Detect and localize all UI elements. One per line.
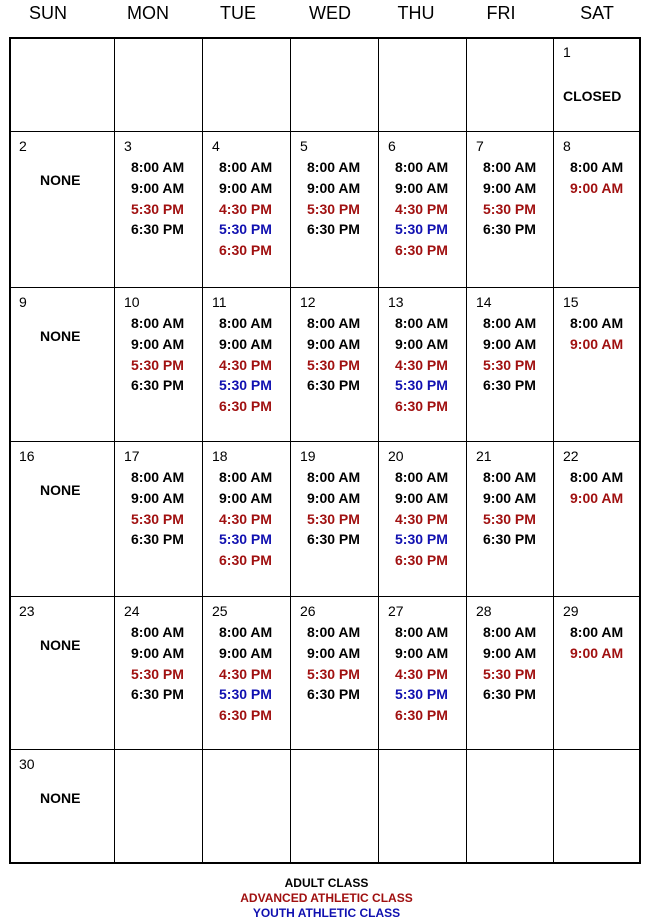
class-time: 8:00 AM [570, 159, 624, 175]
class-time-list [219, 157, 272, 261]
class-time-list [131, 467, 184, 550]
day-number: 25 [212, 603, 228, 619]
class-time: 8:00 AM [307, 315, 361, 331]
class-time: 6:30 PM [483, 531, 536, 548]
class-time: 8:00 AM [307, 469, 361, 485]
grid-row-divider [9, 287, 641, 288]
day-number: 15 [563, 294, 579, 310]
class-time: 6:30 PM [483, 377, 536, 394]
grid-column-divider [553, 37, 554, 864]
day-of-week-header: THU [397, 3, 435, 23]
class-time: 9:00 AM [131, 489, 185, 506]
class-time: 4:30 PM [395, 200, 448, 217]
class-time: 8:00 AM [395, 315, 449, 331]
class-time: 6:30 PM [131, 221, 184, 238]
class-time: 5:30 PM [395, 221, 448, 238]
class-time: 5:30 PM [219, 221, 272, 238]
class-time-list [131, 157, 184, 240]
class-time: 8:00 AM [395, 624, 449, 640]
class-time-list [483, 313, 536, 396]
day-of-week-header: MON [127, 3, 169, 23]
class-time: 5:30 PM [131, 200, 184, 217]
legend-entry: ADVANCED ATHLETIC CLASS [240, 891, 413, 905]
day-number: 3 [124, 138, 132, 154]
day-number: 24 [124, 603, 140, 619]
day-number: 2 [19, 138, 27, 154]
class-time: 9:00 AM [395, 644, 449, 661]
class-time: 5:30 PM [307, 200, 360, 217]
class-time-list [219, 622, 272, 726]
class-time: 8:00 AM [483, 469, 537, 485]
class-time: 6:30 PM [395, 552, 448, 569]
class-time: 9:00 AM [570, 335, 624, 352]
day-number: 26 [300, 603, 316, 619]
class-time-list [483, 622, 536, 705]
class-time: 8:00 AM [395, 159, 449, 175]
day-number: 5 [300, 138, 308, 154]
class-time: 9:00 AM [307, 335, 361, 352]
day-number: 10 [124, 294, 140, 310]
class-time: 5:30 PM [219, 531, 272, 548]
class-time-list [483, 157, 536, 240]
day-number: 1 [563, 44, 571, 60]
day-number: 23 [19, 603, 35, 619]
day-number: 13 [388, 294, 404, 310]
class-time-list [307, 313, 360, 396]
class-time: 8:00 AM [219, 159, 273, 175]
class-time: 6:30 PM [219, 242, 272, 259]
class-time: 6:30 PM [131, 377, 184, 394]
no-classes-label: NONE [40, 790, 81, 806]
day-number: 8 [563, 138, 571, 154]
class-time: 5:30 PM [483, 356, 536, 373]
legend-entry: ADULT CLASS [284, 876, 369, 890]
class-time: 9:00 AM [219, 179, 273, 196]
day-number: 29 [563, 603, 579, 619]
class-time: 6:30 PM [395, 242, 448, 259]
day-number: 27 [388, 603, 404, 619]
class-time: 4:30 PM [395, 665, 448, 682]
class-time-list [570, 313, 623, 355]
day-of-week-header: WED [309, 3, 351, 23]
class-time: 5:30 PM [483, 665, 536, 682]
grid-row-divider [9, 749, 641, 750]
class-time: 9:00 AM [395, 179, 449, 196]
class-time: 8:00 AM [219, 624, 273, 640]
class-time: 8:00 AM [570, 624, 624, 640]
class-time-list [131, 313, 184, 396]
class-time-list [395, 157, 448, 261]
no-classes-label: NONE [40, 328, 81, 344]
class-time-list [307, 157, 360, 240]
class-time: 5:30 PM [307, 356, 360, 373]
class-time: 8:00 AM [131, 159, 185, 175]
day-number: 14 [476, 294, 492, 310]
day-of-week-header: SUN [28, 3, 67, 23]
class-time: 6:30 PM [483, 686, 536, 703]
class-time-list [570, 157, 623, 199]
class-time-list [395, 467, 448, 571]
class-time: 4:30 PM [395, 356, 448, 373]
class-time: 9:00 AM [219, 644, 273, 661]
class-time: 5:30 PM [131, 510, 184, 527]
class-time: 8:00 AM [483, 624, 537, 640]
class-time: 5:30 PM [483, 510, 536, 527]
class-time-list [570, 467, 623, 509]
grid-column-divider [466, 37, 467, 864]
class-time: 9:00 AM [395, 489, 449, 506]
closed-label: CLOSED [563, 88, 622, 104]
grid-column-divider [378, 37, 379, 864]
class-time: 4:30 PM [395, 510, 448, 527]
class-time: 4:30 PM [219, 665, 272, 682]
class-time: 6:30 PM [395, 707, 448, 724]
class-time: 9:00 AM [307, 489, 361, 506]
class-time: 5:30 PM [395, 377, 448, 394]
class-time: 9:00 AM [483, 644, 537, 661]
day-number: 19 [300, 448, 316, 464]
class-time: 5:30 PM [219, 377, 272, 394]
class-time-list [219, 313, 272, 417]
grid-row-divider [9, 131, 641, 132]
grid-row-divider [9, 596, 641, 597]
class-time-list [131, 622, 184, 705]
class-time: 5:30 PM [307, 665, 360, 682]
no-classes-label: NONE [40, 482, 81, 498]
class-time: 4:30 PM [219, 200, 272, 217]
class-time: 8:00 AM [570, 469, 624, 485]
class-time: 5:30 PM [131, 356, 184, 373]
class-time: 8:00 AM [395, 469, 449, 485]
class-time: 8:00 AM [570, 315, 624, 331]
class-time: 9:00 AM [483, 489, 537, 506]
class-time: 6:30 PM [483, 221, 536, 238]
day-number: 21 [476, 448, 492, 464]
class-time: 9:00 AM [570, 179, 624, 196]
day-number: 20 [388, 448, 404, 464]
class-time: 6:30 PM [307, 377, 360, 394]
day-number: 7 [476, 138, 484, 154]
no-classes-label: NONE [40, 172, 81, 188]
class-time: 8:00 AM [307, 159, 361, 175]
class-time-list [570, 622, 623, 664]
class-time: 6:30 PM [219, 398, 272, 415]
day-number: 6 [388, 138, 396, 154]
class-time: 5:30 PM [395, 531, 448, 548]
day-number: 4 [212, 138, 220, 154]
class-time: 4:30 PM [219, 510, 272, 527]
day-number: 12 [300, 294, 316, 310]
class-time: 6:30 PM [219, 707, 272, 724]
class-time: 8:00 AM [131, 624, 185, 640]
class-time: 5:30 PM [307, 510, 360, 527]
class-time: 8:00 AM [131, 315, 185, 331]
class-time: 9:00 AM [570, 489, 624, 506]
class-time: 6:30 PM [307, 531, 360, 548]
grid-row-divider [9, 441, 641, 442]
class-time: 4:30 PM [219, 356, 272, 373]
day-number: 9 [19, 294, 27, 310]
class-time: 6:30 PM [307, 686, 360, 703]
class-time: 6:30 PM [395, 398, 448, 415]
day-number: 11 [212, 294, 227, 310]
class-time: 5:30 PM [395, 686, 448, 703]
class-time: 8:00 AM [131, 469, 185, 485]
grid-column-divider [114, 37, 115, 864]
class-time: 6:30 PM [131, 686, 184, 703]
class-time-list [395, 313, 448, 417]
class-time: 9:00 AM [395, 335, 449, 352]
class-time-list [307, 622, 360, 705]
class-time: 9:00 AM [131, 644, 185, 661]
class-time-list [395, 622, 448, 726]
class-time: 9:00 AM [570, 644, 624, 661]
class-time: 5:30 PM [483, 200, 536, 217]
day-number: 22 [563, 448, 579, 464]
day-of-week-header: TUE [220, 3, 256, 23]
class-time: 9:00 AM [219, 335, 273, 352]
class-time: 8:00 AM [307, 624, 361, 640]
class-time-list [219, 467, 272, 571]
legend-entry: YOUTH ATHLETIC CLASS [252, 906, 401, 920]
class-time: 9:00 AM [483, 335, 537, 352]
grid-column-divider [202, 37, 203, 864]
no-classes-label: NONE [40, 637, 81, 653]
grid-column-divider [290, 37, 291, 864]
class-time: 5:30 PM [131, 665, 184, 682]
class-time: 9:00 AM [307, 179, 361, 196]
day-of-week-header: SAT [580, 3, 614, 23]
class-time-list [307, 467, 360, 550]
class-time: 6:30 PM [131, 531, 184, 548]
class-time: 8:00 AM [219, 469, 273, 485]
class-time: 9:00 AM [219, 489, 273, 506]
day-number: 28 [476, 603, 492, 619]
day-number: 16 [19, 448, 35, 464]
class-time: 9:00 AM [483, 179, 537, 196]
class-time-list [483, 467, 536, 550]
day-of-week-header: FRI [486, 3, 516, 23]
class-time: 9:00 AM [307, 644, 361, 661]
class-time: 8:00 AM [483, 315, 537, 331]
class-time: 8:00 AM [483, 159, 537, 175]
class-time: 6:30 PM [219, 552, 272, 569]
class-time: 9:00 AM [131, 179, 185, 196]
day-number: 30 [19, 756, 35, 772]
day-number: 17 [124, 448, 140, 464]
class-time: 6:30 PM [307, 221, 360, 238]
class-time: 8:00 AM [219, 315, 273, 331]
class-time: 5:30 PM [219, 686, 272, 703]
class-time: 9:00 AM [131, 335, 185, 352]
day-number: 18 [212, 448, 228, 464]
